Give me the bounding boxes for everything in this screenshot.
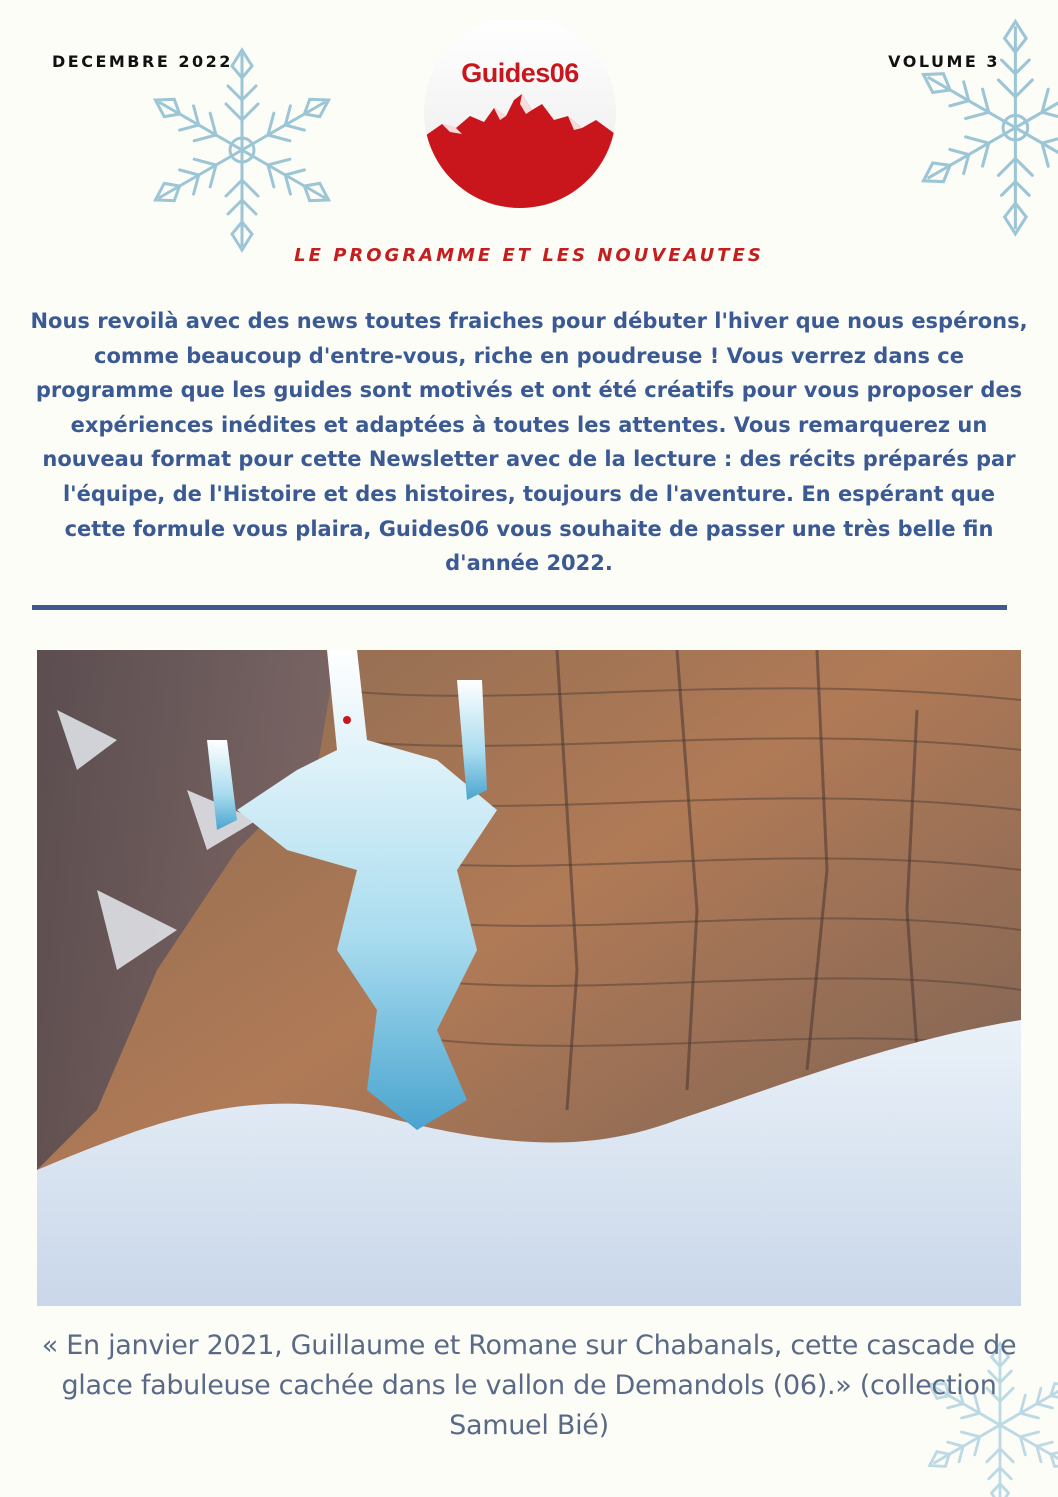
snowflake-icon	[900, 0, 1058, 260]
snowflake-icon	[132, 40, 352, 260]
photo-caption: « En janvier 2021, Guillaume et Romane sur Chabanals, cette cascade de glace fabuleuse cachée dans le vallon de Demandols (06).» (collection Samuel Bié)	[41, 1330, 1017, 1441]
logo-text: Guides06	[461, 58, 579, 88]
newsletter-date: DECEMBRE 2022	[52, 52, 233, 71]
mountain-logo-icon	[422, 20, 618, 210]
ice-waterfall-image	[37, 650, 1021, 1306]
newsletter-volume: VOLUME 3	[888, 52, 1000, 71]
section-divider	[32, 605, 1007, 610]
intro-paragraph: Nous revoilà avec des news toutes fraiches pour débuter l'hiver que nous espérons, comme beaucoup d'entre-vous, riche en poudreuse ! Vous verrez dans ce programme que les guides sont motivés et ont été créatifs pour vous proposer des expériences inédites et adaptées à toutes les attentes. Vous remarquerez un nouveau format pour cette Newsletter avec de la lecture : des récits préparés par l'équipe, de l'Histoire et des histoires, toujours de l'aventure. En espérant que cette formule vous plaira, Guides06 vous souhaite de passer une très belle fin d'année 2022.	[30, 309, 1028, 576]
section-title: LE PROGRAMME ET LES NOUVEAUTES	[294, 245, 764, 266]
guides06-logo	[422, 20, 618, 210]
ice-waterfall-photo	[37, 650, 1021, 1306]
